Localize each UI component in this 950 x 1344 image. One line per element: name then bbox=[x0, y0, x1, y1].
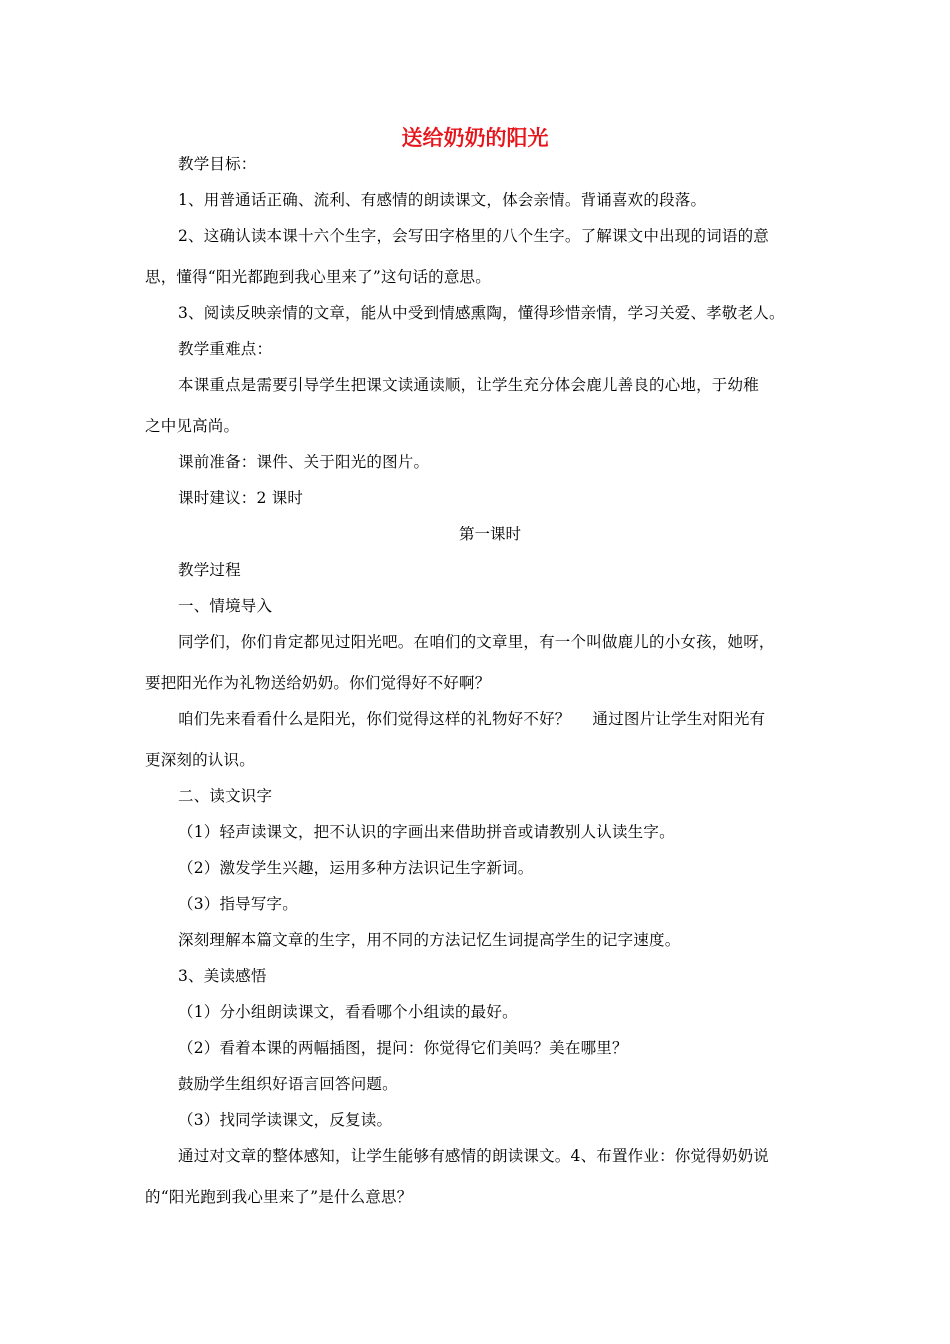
document-title: 送给奶奶的阳光 bbox=[401, 126, 549, 150]
keypoints-line-2: 之中见高尚。 bbox=[145, 417, 240, 435]
section-1-picture-note: 通过图片让学生对阳光有 bbox=[592, 710, 766, 728]
section-1-question: 咱们先来看看什么是阳光，你们觉得这样的礼物好不好？ bbox=[178, 710, 571, 728]
section-1-paragraph-2-line-1 bbox=[178, 707, 765, 729]
section-1-paragraph-1-line-2: 要把阳光作为礼物送给奶奶。你们觉得好不好啊？ bbox=[145, 674, 491, 692]
objective-3: 3、阅读反映亲情的文章，能从中受到情感熏陶，懂得珍惜亲情，学习关爱、孝敬老人。 bbox=[178, 304, 785, 322]
objective-1: 1、用普通话正确、流利、有感情的朗读课文，体会亲情。背诵喜欢的段落。 bbox=[178, 191, 707, 209]
suggested-hours: 课时建议：2 课时 bbox=[178, 489, 304, 507]
section-1-paragraph-1-line-1: 同学们，你们肯定都见过阳光吧。在咱们的文章里，有一个叫做鹿儿的小女孩，她呀， bbox=[178, 633, 775, 651]
section-2-item-1: （1）轻声读课文，把不认识的字画出来借助拼音或请教别人认读生字。 bbox=[178, 823, 675, 841]
section-1-heading: 一、情境导入 bbox=[178, 597, 273, 615]
section-3-item-1: （1）分小组朗读课文，看看哪个小组读的最好。 bbox=[178, 1003, 518, 1021]
section-2-heading: 二、读文识字 bbox=[178, 787, 273, 805]
objective-2-line-1: 2、这确认读本课十六个生字，会写田字格里的八个生字。了解课文中出现的词语的意 bbox=[178, 227, 769, 245]
section-3-item-3: （3）找同学读课文，反复读。 bbox=[178, 1111, 393, 1129]
section-2-note: 深刻理解本篇文章的生字，用不同的方法记忆生词提高学生的记字速度。 bbox=[178, 931, 681, 949]
section-3-item-2: （2）看着本课的两幅插图，提问：你觉得它们美吗？美在哪里？ bbox=[178, 1039, 628, 1057]
section-3-paragraph-line-1: 通过对文章的整体感知，让学生能够有感情的朗读课文。4、布置作业：你觉得奶奶说 bbox=[178, 1147, 769, 1165]
section-3-paragraph-line-2: 的“阳光跑到我心里来了”是什么意思？ bbox=[145, 1188, 413, 1206]
section-2-item-2: （2）激发学生兴趣，运用多种方法识记生字新词。 bbox=[178, 859, 534, 877]
objective-2-line-2: 思，懂得“阳光都跑到我心里来了”这句话的意思。 bbox=[145, 268, 491, 286]
keypoints-heading: 教学重难点： bbox=[178, 340, 273, 358]
section-2-item-3: （3）指导写字。 bbox=[178, 895, 298, 913]
objectives-heading: 教学目标： bbox=[178, 155, 257, 173]
section-3-heading: 3、美读感悟 bbox=[178, 967, 267, 985]
section-1-paragraph-2-line-2: 更深刻的认识。 bbox=[145, 751, 255, 769]
lesson-1-heading: 第一课时 bbox=[458, 525, 521, 543]
preparation: 课前准备：课件、关于阳光的图片。 bbox=[178, 453, 430, 471]
section-3-note: 鼓励学生组织好语言回答问题。 bbox=[178, 1075, 398, 1093]
keypoints-line-1: 本课重点是需要引导学生把课文读通读顺，让学生充分体会鹿儿善良的心地，于幼稚 bbox=[178, 376, 759, 394]
process-heading: 教学过程 bbox=[178, 561, 241, 579]
